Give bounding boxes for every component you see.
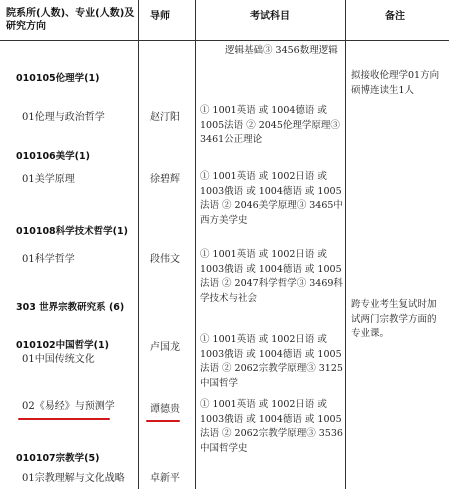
exam-subjects: ① 1001英语 或 1004德语 或 1005法语 ② 2045伦理学原理③ 3461公正理论	[200, 105, 340, 145]
advisor-name-highlighted: 谭德贵	[150, 404, 180, 415]
exam-subjects: ① 1001英语 或 1002日语 或 1003俄语 或 1004德语 或 1005法语 ② 2062宗教学原理③ 3536中国哲学史	[200, 399, 343, 454]
research-direction-highlighted: 02《易经》与预测学	[22, 401, 115, 412]
header-dept: 院系所(人数)、专业(人数)及研究方向	[6, 8, 135, 32]
exam-subjects: ① 1001英语 或 1002日语 或 1003俄语 或 1004德语 或 1005法语 ② 2046美学原理③ 3465中西方美学史	[200, 171, 343, 226]
header-divider	[0, 40, 449, 41]
advisor-name: 徐碧辉	[150, 174, 180, 185]
note-text: 跨专业考生复试时加试两门宗教学方面的专业课。	[351, 299, 437, 339]
advisor-name: 卓新平	[150, 473, 180, 484]
major-title: 010102中国哲学(1)	[16, 340, 109, 351]
exam-subjects: 逻辑基础③ 3456数理逻辑	[225, 45, 338, 56]
research-direction: 01中国传统文化	[22, 354, 95, 365]
red-underline	[146, 420, 180, 422]
advisor-name: 卢国龙	[150, 342, 180, 353]
research-direction: 01科学哲学	[22, 254, 75, 265]
major-title: 010108科学技术哲学(1)	[16, 226, 128, 237]
research-direction: 01美学原理	[22, 174, 75, 185]
advisor-name: 段伟文	[150, 254, 180, 265]
major-title: 010106美学(1)	[16, 151, 90, 162]
column-divider	[345, 0, 346, 489]
research-direction: 01伦理与政治哲学	[22, 112, 105, 123]
major-title: 010107宗教学(5)	[16, 453, 100, 464]
red-underline	[18, 418, 110, 420]
major-title: 010105伦理学(1)	[16, 73, 100, 84]
exam-subjects: ① 1001英语 或 1002日语 或 1003俄语 或 1004德语 或 1005法语 ② 2062宗教学原理③ 3125中国哲学	[200, 334, 343, 389]
research-direction: 01宗教理解与文化战略	[22, 473, 125, 484]
header-exam: 考试科目	[250, 11, 290, 22]
note-text: 拟接收伦理学01方向硕博连读生1人	[351, 70, 440, 96]
advisor-name: 赵汀阳	[150, 112, 180, 123]
column-divider	[138, 0, 139, 489]
department-title: 303 世界宗教研究系 (6)	[16, 302, 125, 313]
header-note: 备注	[385, 11, 405, 22]
column-divider	[195, 0, 196, 489]
exam-subjects: ① 1001英语 或 1002日语 或 1003俄语 或 1004德语 或 1005法语 ② 2047科学哲学③ 3469科学技术与社会	[200, 249, 343, 304]
header-advisor: 导师	[150, 11, 170, 22]
